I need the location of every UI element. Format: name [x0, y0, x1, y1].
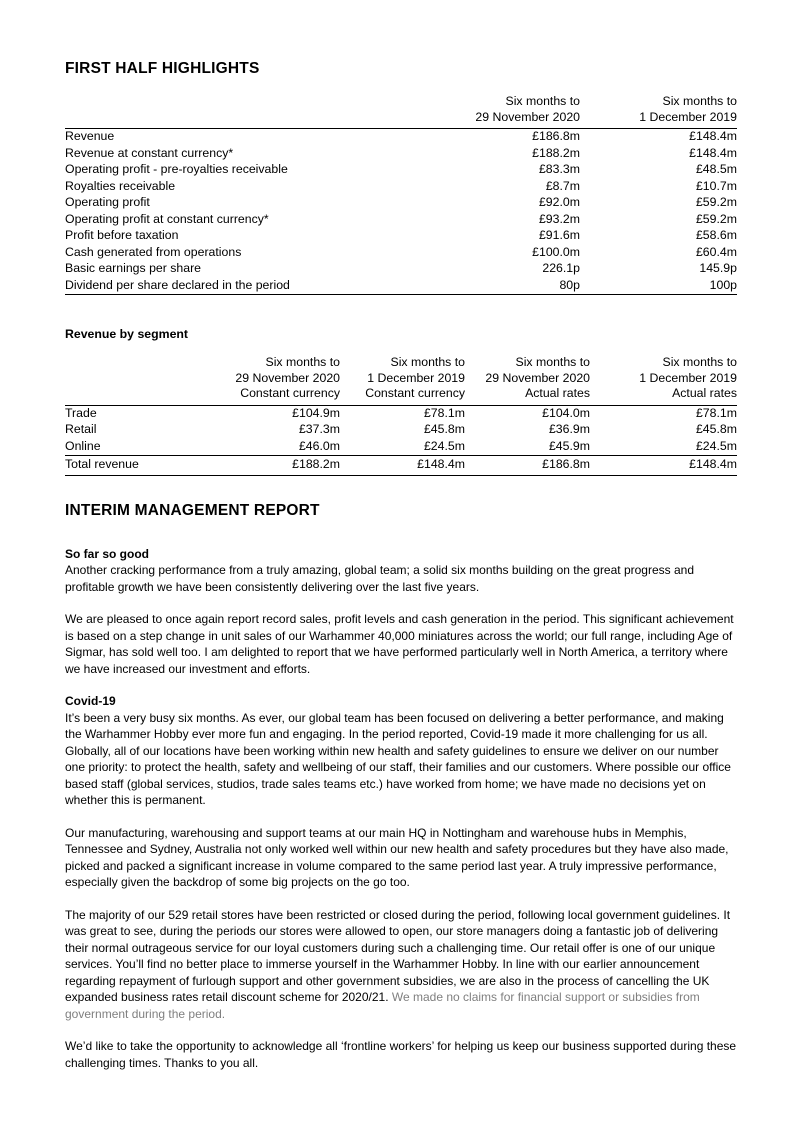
- paragraph: Another cracking performance from a truly amazing, global team; a solid six months building on the great progress and profitable growth we have been consistently delivering over the last five years.: [65, 563, 694, 594]
- paragraph: We are pleased to once again report record sales, profit levels and cash generation in the period. This significant achievement is based on a step change in unit sales of our Warhammer 40,000 miniatures across the world; our full range, including Age of Sigmar, has sold well too. I am delighted to report that we have performed particularly well in North America, a territory where we have increased our investment and efforts.: [65, 612, 734, 676]
- table-row: [65, 179, 737, 196]
- row-value: £46.0m: [298, 438, 340, 453]
- row-value: £78.1m: [695, 405, 737, 420]
- row-value: £148.4m: [340, 456, 465, 476]
- highlights-table: [65, 94, 737, 295]
- row-label: Basic earnings per share: [65, 261, 202, 275]
- header-line-2: 1 December 2019: [639, 109, 737, 124]
- interim-management-report-title: INTERIM MANAGEMENT REPORT: [65, 501, 320, 519]
- table-row: [65, 245, 737, 262]
- row-value: £188.2m: [215, 456, 340, 476]
- row-value-current: £93.2m: [538, 211, 580, 226]
- header-line-1: Six months to: [505, 94, 580, 108]
- header-line-1: Six months to: [390, 355, 465, 369]
- row-label: Retail: [65, 422, 97, 436]
- row-value: £104.9m: [292, 405, 340, 420]
- row-value-prior: £60.4m: [695, 244, 737, 259]
- row-value-prior: £58.6m: [695, 228, 737, 242]
- row-value-current: £186.8m: [532, 129, 580, 143]
- row-value-current: £83.3m: [538, 162, 580, 176]
- row-value: £45.8m: [423, 422, 465, 436]
- segment-table-body: [65, 405, 737, 475]
- row-value: £45.8m: [695, 422, 737, 436]
- row-value-current: £92.0m: [538, 195, 580, 209]
- header-line-3: Constant currency: [240, 386, 340, 400]
- row-value-current: 80p: [559, 277, 580, 292]
- row-value-current: £100.0m: [532, 244, 580, 259]
- row-value-prior: £10.7m: [695, 178, 737, 193]
- paragraph: Our manufacturing, warehousing and support teams at our main HQ in Nottingham and warehouse hubs in Memphis, Tennessee and Sydney, Australia not only worked well within our new health and safety procedures but they have also made, picked and packed a significant increase in volume compared to the same period last year. A truly impressive performance, especially given the backdrop of some big projects on the go too.: [65, 825, 729, 889]
- row-value: £24.5m: [423, 438, 465, 453]
- subheading-so-far-so-good: So far so good: [65, 546, 149, 561]
- paragraph-gray-text: We made no claims for financial support or subsidies from government during the period.: [65, 990, 700, 1021]
- header-line-3: Constant currency: [365, 386, 465, 400]
- header-line-1: Six months to: [662, 355, 737, 369]
- revenue-by-segment-table: [65, 355, 737, 476]
- header-line-2: 1 December 2019: [367, 370, 465, 385]
- row-label: Dividend per share declared in the period: [65, 277, 290, 292]
- row-value: £45.9m: [548, 438, 590, 453]
- total-revenue-row: [65, 456, 737, 476]
- subheading-covid-19: Covid-19: [65, 694, 116, 708]
- row-value: £78.1m: [423, 405, 465, 420]
- header-2019-constant: [340, 355, 465, 405]
- segment-table-header: [65, 355, 737, 405]
- row-value-prior: £59.2m: [695, 195, 737, 209]
- highlights-table-header: [65, 94, 737, 129]
- header-row: [65, 355, 737, 405]
- row-value-prior: 100p: [709, 277, 737, 292]
- row-label: Operating profit - pre-royalties receivable: [65, 162, 288, 176]
- header-line-2: 29 November 2020: [485, 370, 590, 385]
- report-body: [65, 546, 737, 1072]
- header-line-1: Six months to: [662, 94, 737, 108]
- table-row: [65, 278, 737, 295]
- row-value: £104.0m: [542, 405, 590, 420]
- header-line-3: Actual rates: [525, 386, 590, 400]
- row-label: Royalties receivable: [65, 178, 176, 193]
- row-value: £24.5m: [695, 438, 737, 453]
- row-value-prior: £148.4m: [689, 129, 737, 143]
- paragraph: [65, 907, 737, 1023]
- table-row: [65, 146, 737, 163]
- paragraph: We’d like to take the opportunity to acknowledge all ‘frontline workers’ for helping us keep our business supported during these challenging times. Thanks to you all.: [65, 1039, 737, 1070]
- header-line-2: 29 November 2020: [235, 370, 340, 385]
- table-row: [65, 261, 737, 278]
- paragraph: It’s been a very busy six months. As ever, our global team has been focused on delivering a better performance, and making the Warhammer Hobby ever more fun and engaging. In the period reported, Covid-19 made it more challenging for us all. Globally, all of our locations have been working within new health and safety guidelines to ensure we deliver on our number one priority: to protect the health, safety and wellbeing of our staff, their families and our customers. Where possible our office based staff (global services, studios, trade sales teams etc.) have worked from home; we have made no decisions yet on whether this is permanent.: [65, 710, 731, 807]
- header-prior-period: [580, 94, 737, 129]
- header-line-1: Six months to: [515, 355, 590, 369]
- table-row: [65, 405, 737, 422]
- header-2020-actual: [465, 355, 590, 405]
- row-label: Profit before taxation: [65, 228, 179, 242]
- row-value-current: 226.1p: [542, 261, 580, 275]
- row-value-prior: 145.9p: [699, 261, 737, 275]
- header-2019-actual: [590, 355, 737, 405]
- row-value: £36.9m: [548, 422, 590, 436]
- row-value-current: £8.7m: [545, 178, 580, 193]
- table-row: [65, 212, 737, 229]
- row-value-prior: £48.5m: [695, 162, 737, 176]
- row-label: Cash generated from operations: [65, 244, 242, 259]
- header-line-3: Actual rates: [672, 386, 737, 400]
- header-row: [65, 94, 737, 129]
- table-row: [65, 228, 737, 245]
- table-row: [65, 439, 737, 456]
- paragraph-main-text: The majority of our 529 retail stores have been restricted or closed during the period, following local government guidelines. It was great to see, during the periods our stores were allowed to open, our store managers doing a fantastic job of delivering their normal outrageous service for our loyal customers during such a challenging time. Our retail offer is one of our unique services. You’ll find no better place to immerse yourself in the Warhammer Hobby. In line with our earlier announcement regarding repayment of furlough support and other government subsidies, we are also in the process of cancelling the UK expanded business rates retail discount scheme for 2020/21.: [65, 907, 731, 1004]
- table-row: [65, 129, 737, 146]
- table-row: [65, 422, 737, 439]
- revenue-by-segment-title: Revenue by segment: [65, 327, 189, 341]
- header-line-1: Six months to: [265, 355, 340, 369]
- row-value-current: £91.6m: [538, 228, 580, 242]
- row-label: Operating profit: [65, 195, 150, 209]
- header-empty-cell: [65, 94, 460, 129]
- first-half-highlights-title: FIRST HALF HIGHLIGHTS: [65, 60, 260, 77]
- table-row: [65, 195, 737, 212]
- header-empty-cell: [65, 355, 215, 405]
- row-label: Online: [65, 438, 101, 453]
- row-label: Total revenue: [65, 456, 215, 476]
- header-current-period: [460, 94, 580, 129]
- header-line-2: 1 December 2019: [639, 370, 737, 385]
- row-value-prior: £148.4m: [689, 145, 737, 160]
- table-row: [65, 162, 737, 179]
- row-label: Operating profit at constant currency*: [65, 211, 269, 226]
- row-label: Revenue: [65, 129, 115, 143]
- row-value-current: £188.2m: [532, 145, 580, 160]
- header-2020-constant: [215, 355, 340, 405]
- row-value: £186.8m: [465, 456, 590, 476]
- header-line-2: 29 November 2020: [475, 109, 580, 124]
- row-value: £37.3m: [298, 422, 340, 436]
- row-label: Revenue at constant currency*: [65, 145, 234, 160]
- row-value-prior: £59.2m: [695, 211, 737, 226]
- highlights-table-body: [65, 129, 737, 295]
- row-value: £148.4m: [590, 456, 737, 476]
- row-label: Trade: [65, 405, 97, 420]
